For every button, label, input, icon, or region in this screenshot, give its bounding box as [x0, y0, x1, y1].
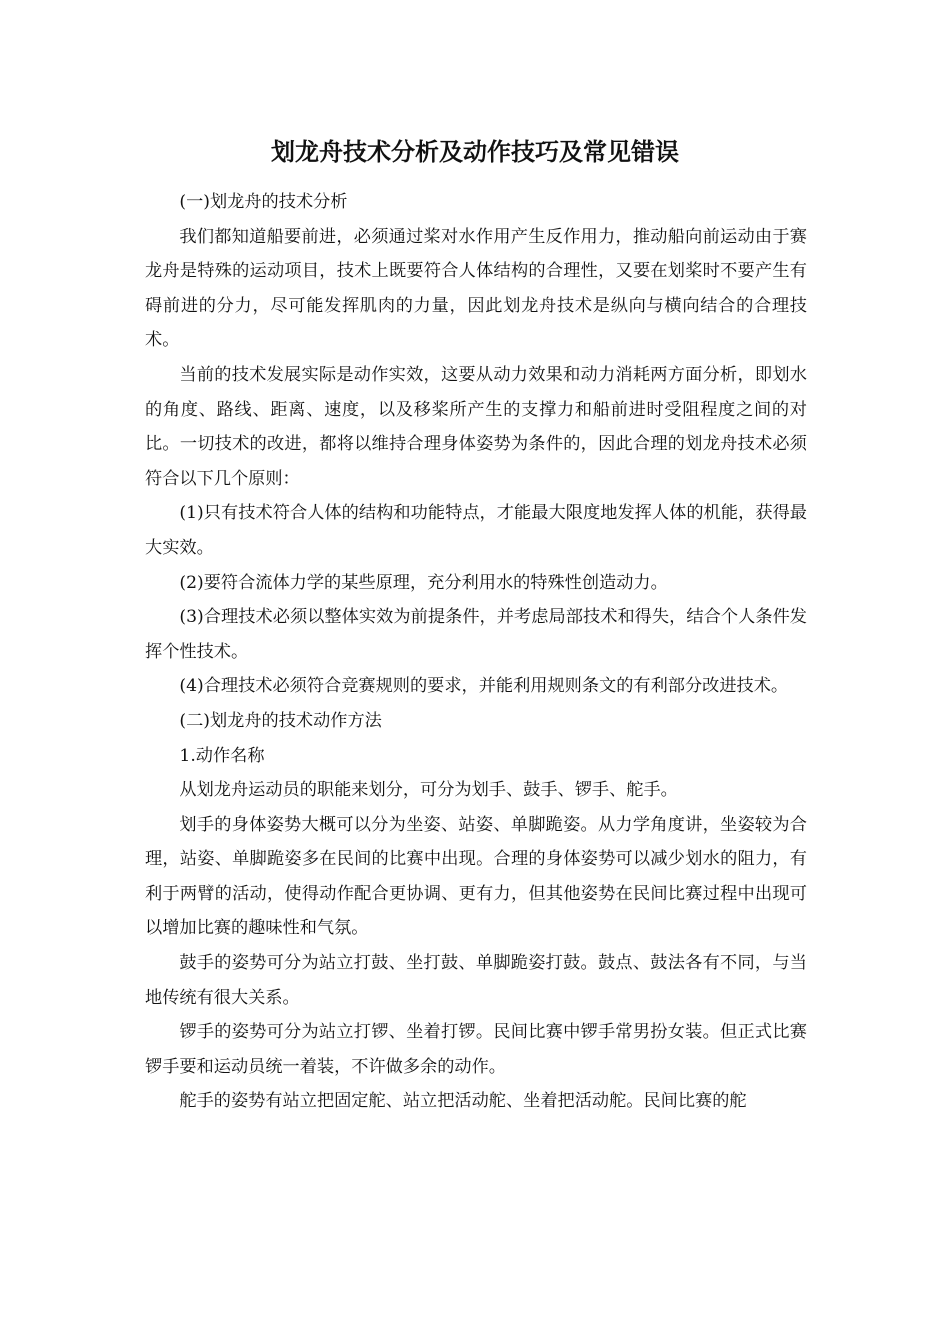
- principle-item: (1)只有技术符合人体的结构和功能特点，才能最大限度地发挥人体的机能，获得最大实效。: [145, 503, 807, 558]
- document-title: 划龙舟技术分析及动作技巧及常见错误: [271, 137, 679, 166]
- section-heading-2: (二)划龙舟的技术动作方法: [179, 710, 382, 731]
- document-body: [145, 185, 807, 1119]
- paragraph: 当前的技术发展实际是动作实效，这要从动力效果和动力消耗两方面分析，即划水的角度、路线、距离、速度，以及移桨所产生的支撑力和船前进时受阻程度之间的对比。一切技术的改进，都将以维持合理身体姿势为条件的，因此合理的划龙舟技术必须符合以下几个原则：: [145, 364, 807, 489]
- principle-item: (4)合理技术必须符合竞赛规则的要求，并能利用规则条文的有利部分改进技术。: [179, 676, 789, 697]
- paragraph: 锣手的姿势可分为站立打锣、坐着打锣。民间比赛中锣手常男扮女装。但正式比赛锣手要和运动员统一着装，不许做多余的动作。: [145, 1022, 807, 1077]
- paragraph: 舵手的姿势有站立把固定舵、站立把活动舵、坐着把活动舵。民间比赛的舵: [179, 1091, 747, 1112]
- principle-item: (3)合理技术必须以整体实效为前提条件，并考虑局部技术和得失，结合个人条件发挥个性技术。: [145, 607, 807, 662]
- paragraph: 从划龙舟运动员的职能来划分，可分为划手、鼓手、锣手、舵手。: [179, 780, 678, 801]
- paragraph: 鼓手的姿势可分为站立打鼓、坐打鼓、单脚跪姿打鼓。鼓点、鼓法各有不同，与当地传统有很大关系。: [145, 953, 807, 1008]
- subsection-heading: 1.动作名称: [179, 745, 265, 766]
- section-heading-1: (一)划龙舟的技术分析: [179, 192, 348, 212]
- paragraph: 我们都知道船要前进，必须通过桨对水作用产生反作用力，推动船向前运动由于赛龙舟是特殊的运动项目，技术上既要符合人体结构的合理性，又要在划桨时不要产生有碍前进的分力，尽可能发挥肌肉的力量，因此划龙舟技术是纵向与横向结合的合理技术。: [145, 226, 807, 351]
- principle-item: (2)要符合流体力学的某些原理，充分利用水的特殊性创造动力。: [179, 572, 668, 593]
- paragraph: 划手的身体姿势大概可以分为坐姿、站姿、单脚跪姿。从力学角度讲，坐姿较为合理，站姿、单脚跪姿多在民间的比赛中出现。合理的身体姿势可以减少划水的阻力，有利于两臂的活动，使得动作配合更协调、更有力，但其他姿势在民间比赛过程中出现可以增加比赛的趣味性和气氛。: [145, 814, 807, 939]
